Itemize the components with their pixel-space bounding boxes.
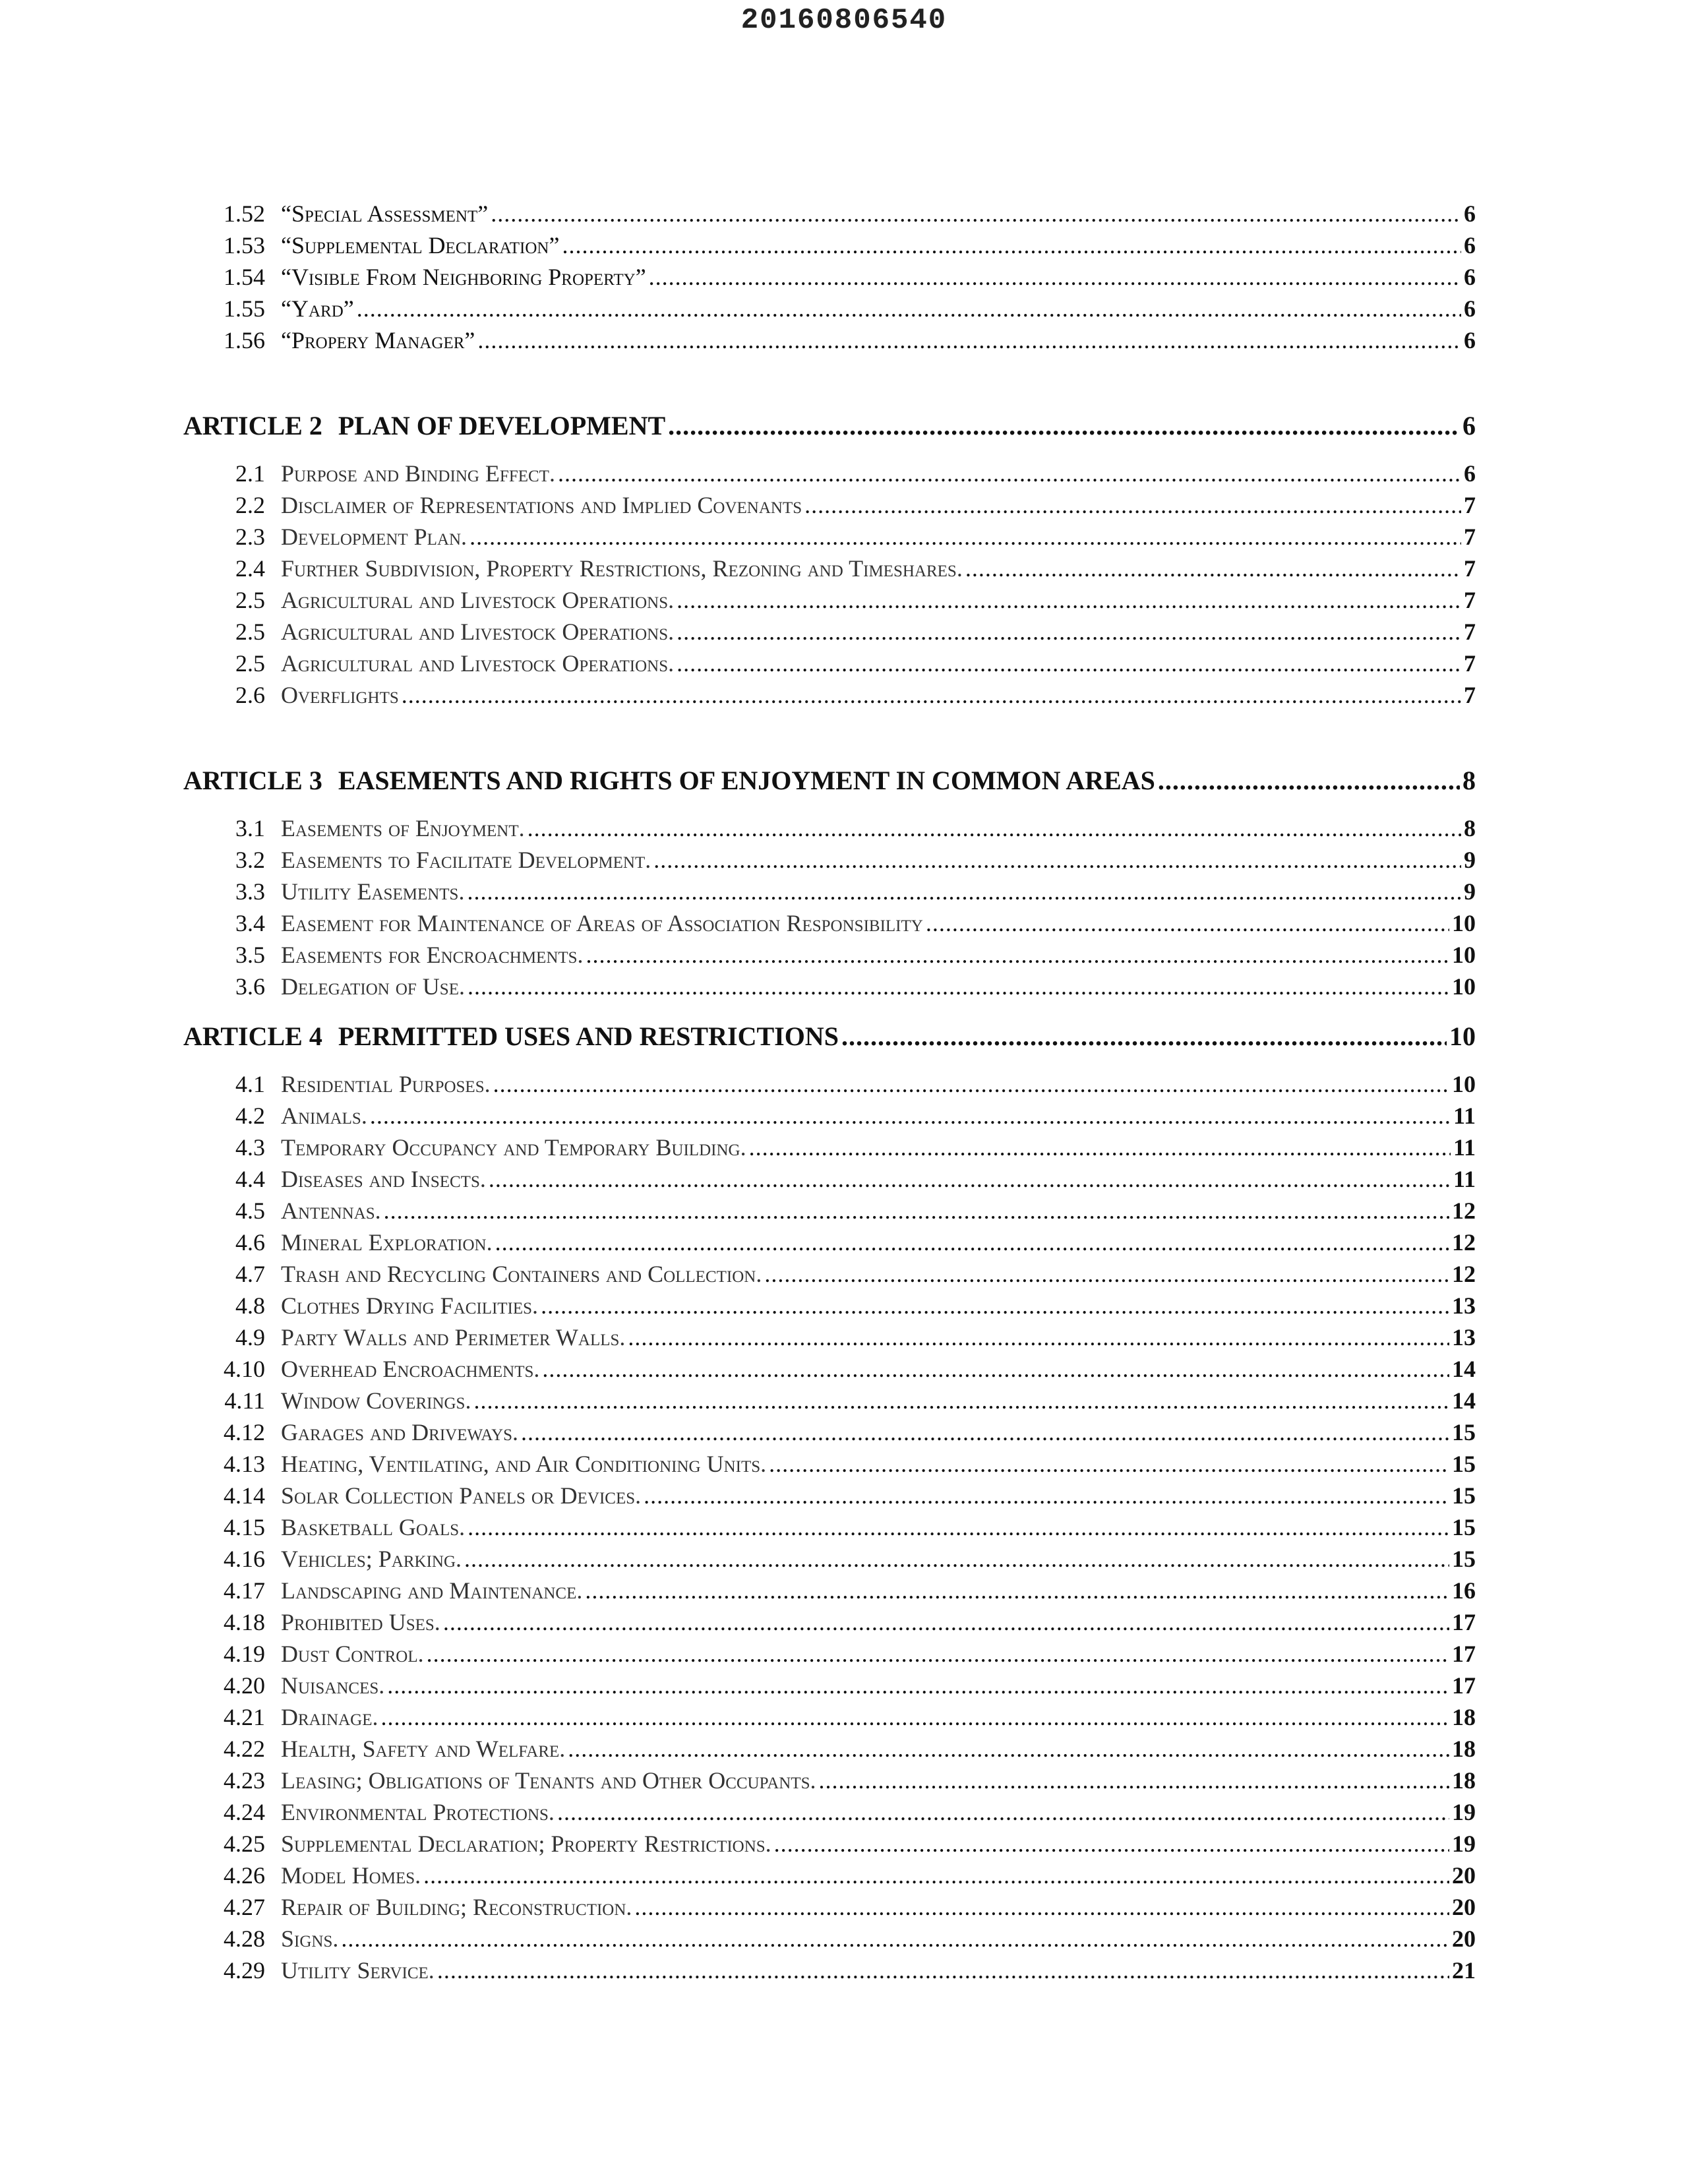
entry-number: 1.56: [224, 327, 265, 353]
entry-number: 4.22: [224, 1736, 265, 1762]
article-heading[interactable]: [183, 762, 1476, 799]
toc-entry[interactable]: [183, 293, 1476, 324]
entry-title: Window Coverings.: [281, 1387, 471, 1414]
spacer: [183, 356, 1476, 408]
toc-entry[interactable]: [183, 1163, 1476, 1195]
dot-leader: [841, 1018, 1447, 1055]
dot-leader: [677, 648, 1461, 679]
entry-page-number: 21: [1452, 1957, 1476, 1984]
toc-entry[interactable]: [183, 1258, 1476, 1290]
entry-number: 4.20: [224, 1672, 265, 1699]
entry-number: 4.23: [224, 1767, 265, 1794]
entry-title: “Special Assessment”: [281, 200, 489, 227]
entry-title: Overflights: [281, 682, 399, 708]
entry-title: Heating, Ventilating, and Air Conditioning Units.: [281, 1451, 767, 1477]
entry-page-number: 7: [1464, 492, 1476, 518]
toc-entry[interactable]: [183, 324, 1476, 356]
toc-entry[interactable]: [183, 1132, 1476, 1163]
dot-leader: [586, 939, 1449, 971]
entry-number: 4.19: [224, 1641, 265, 1667]
entry-title: Residential Purposes.: [281, 1071, 491, 1097]
dot-leader: [402, 679, 1461, 711]
toc-entry[interactable]: [183, 458, 1476, 489]
entry-page-number: 15: [1452, 1419, 1476, 1445]
entry-page-number: 16: [1452, 1577, 1476, 1604]
toc-entry[interactable]: [183, 616, 1476, 648]
entry-page-number: 6: [1464, 200, 1476, 227]
entry-title: Easement for Maintenance of Areas of Association Responsibility: [281, 910, 923, 936]
dot-leader: [521, 1416, 1449, 1448]
entry-title: Solar Collection Panels or Devices.: [281, 1482, 642, 1509]
dot-leader: [562, 229, 1461, 261]
entry-page-number: 19: [1452, 1831, 1476, 1857]
article-label: ARTICLE 4: [183, 1021, 322, 1051]
spacer: [183, 711, 1476, 762]
entry-number: 4.4: [235, 1166, 265, 1192]
toc-entry[interactable]: [183, 1765, 1476, 1796]
entry-number: 4.21: [224, 1704, 265, 1730]
entry-title: Basketball Goals.: [281, 1514, 466, 1540]
entry-title: Drainage.: [281, 1704, 378, 1730]
entry-page-number: 11: [1453, 1103, 1476, 1129]
entry-title: Disclaimer of Representations and Implied Covenants: [281, 492, 802, 518]
toc-entry[interactable]: [183, 1227, 1476, 1258]
entry-page-number: 6: [1464, 460, 1476, 487]
entry-page-number: 7: [1464, 682, 1476, 708]
entry-page-number: 14: [1452, 1387, 1476, 1414]
article-heading[interactable]: [183, 1018, 1476, 1055]
toc-entry[interactable]: [183, 1543, 1476, 1575]
entry-page-number: 12: [1452, 1198, 1476, 1224]
toc-entry[interactable]: [183, 1955, 1476, 1986]
toc-entry[interactable]: [183, 1195, 1476, 1227]
entry-title: Garages and Driveways.: [281, 1419, 519, 1445]
toc-entry[interactable]: [183, 679, 1476, 711]
dot-leader: [443, 1606, 1449, 1638]
article-label: ARTICLE 2: [183, 411, 322, 440]
article-4-section: [183, 1018, 1476, 1986]
document-number: 20160806540: [740, 4, 948, 37]
article-2-section: [183, 408, 1476, 711]
dot-leader: [764, 1258, 1449, 1290]
entry-title: Party Walls and Perimeter Walls.: [281, 1324, 626, 1350]
dot-leader: [557, 1796, 1449, 1828]
entry-number: 4.13: [224, 1451, 265, 1477]
toc-entry[interactable]: [183, 1638, 1476, 1670]
spacer: [183, 444, 1476, 458]
entry-title: Health, Safety and Welfare.: [281, 1736, 566, 1762]
entry-title: Further Subdivision, Property Restrictions, Rezoning and Timeshares.: [281, 555, 963, 582]
dot-leader: [677, 616, 1461, 648]
toc-entry[interactable]: [183, 1575, 1476, 1606]
entry-number: 4.3: [235, 1134, 265, 1161]
dot-leader: [469, 521, 1461, 553]
entry-number: 4.5: [235, 1198, 265, 1224]
entry-page-number: 10: [1452, 1071, 1476, 1097]
entry-number: 1.54: [224, 264, 265, 290]
entry-number: 4.10: [224, 1356, 265, 1382]
toc-entry[interactable]: [183, 1860, 1476, 1891]
entry-number: 4.17: [224, 1577, 265, 1604]
dot-leader: [558, 458, 1461, 489]
entry-title: Repair of Building; Reconstruction.: [281, 1894, 632, 1920]
entry-page-number: 11: [1453, 1166, 1476, 1192]
toc-entry[interactable]: [183, 1606, 1476, 1638]
entry-page-number: 7: [1464, 587, 1476, 613]
entry-page-number: 20: [1452, 1894, 1476, 1920]
entry-title: “Yard”: [281, 295, 354, 322]
entry-page-number: 18: [1452, 1767, 1476, 1794]
entry-page-number: 15: [1452, 1514, 1476, 1540]
entry-page-number: 20: [1452, 1862, 1476, 1889]
entry-title: Prohibited Uses.: [281, 1609, 440, 1635]
entry-number: 4.24: [224, 1799, 265, 1825]
entry-number: 4.25: [224, 1831, 265, 1857]
entry-number: 2.5: [235, 619, 265, 645]
entry-number: 3.3: [235, 878, 265, 905]
entry-number: 4.15: [224, 1514, 265, 1540]
dot-leader: [464, 1543, 1449, 1575]
dot-leader: [653, 844, 1461, 876]
entry-number: 2.6: [235, 682, 265, 708]
toc-entry[interactable]: [183, 198, 1476, 229]
spacer: [183, 1002, 1476, 1018]
dot-leader: [644, 1480, 1449, 1511]
toc-entry[interactable]: [183, 812, 1476, 844]
entry-page-number: 14: [1452, 1356, 1476, 1382]
toc-entry[interactable]: [183, 1290, 1476, 1321]
entry-title: Overhead Encroachments.: [281, 1356, 540, 1382]
entry-title: Easements for Encroachments.: [281, 942, 584, 968]
toc-entry[interactable]: [183, 1353, 1476, 1385]
entry-number: 4.9: [235, 1324, 265, 1350]
entry-page-number: 12: [1452, 1229, 1476, 1256]
dot-leader: [357, 293, 1461, 324]
toc-entry[interactable]: [183, 907, 1476, 939]
toc-entry[interactable]: [183, 1796, 1476, 1828]
toc-entry[interactable]: [183, 844, 1476, 876]
toc-entry[interactable]: [183, 1923, 1476, 1955]
article-3-section: [183, 762, 1476, 1002]
entry-page-number: 13: [1452, 1292, 1476, 1319]
dot-leader: [585, 1575, 1449, 1606]
dot-leader: [387, 1670, 1449, 1701]
entry-title: Antennas.: [281, 1198, 381, 1224]
entry-title: Delegation of Use.: [281, 973, 465, 1000]
entry-title: Leasing; Obligations of Tenants and Other Occupants.: [281, 1767, 816, 1794]
entry-title: Easements to Facilitate Development.: [281, 847, 651, 873]
entry-page-number: 10: [1452, 973, 1476, 1000]
entry-title: “Visible From Neighboring Property”: [281, 264, 646, 290]
spacer: [183, 1055, 1476, 1068]
entry-page-number: 20: [1452, 1926, 1476, 1952]
entry-page-number: 15: [1452, 1451, 1476, 1477]
entry-page-number: 6: [1464, 264, 1476, 290]
entry-page-number: 9: [1464, 847, 1476, 873]
entry-page-number: 18: [1452, 1704, 1476, 1730]
entry-title: Dust Control.: [281, 1641, 424, 1667]
entry-number: 1.55: [224, 295, 265, 322]
entry-page-number: 8: [1464, 815, 1476, 841]
dot-leader: [370, 1100, 1451, 1132]
dot-leader: [649, 261, 1461, 293]
dot-leader: [774, 1828, 1449, 1860]
dot-leader: [749, 1132, 1451, 1163]
entry-title: Animals.: [281, 1103, 367, 1129]
entry-title: “Propery Manager”: [281, 327, 475, 353]
entry-number: 1.53: [224, 232, 265, 258]
entry-title: “Supplemental Declaration”: [281, 232, 560, 258]
entry-number: 2.1: [235, 460, 265, 487]
toc-entry[interactable]: [183, 261, 1476, 293]
dot-leader: [769, 1448, 1449, 1480]
entry-number: 4.14: [224, 1482, 265, 1509]
dot-leader: [491, 198, 1461, 229]
entry-title: Environmental Protections.: [281, 1799, 555, 1825]
entry-number: 4.12: [224, 1419, 265, 1445]
dot-leader: [467, 971, 1449, 1002]
toc-entry[interactable]: [183, 876, 1476, 907]
spacer: [183, 799, 1476, 812]
entry-number: 3.4: [235, 910, 265, 936]
entry-title: Purpose and Binding Effect.: [281, 460, 555, 487]
entry-page-number: 15: [1452, 1546, 1476, 1572]
toc-entry[interactable]: [183, 1416, 1476, 1448]
entry-title: Trash and Recycling Containers and Collection.: [281, 1261, 762, 1287]
entry-number: 4.28: [224, 1926, 265, 1952]
entry-page-number: 10: [1452, 910, 1476, 936]
entry-number: 4.16: [224, 1546, 265, 1572]
entry-title: Diseases and Insects.: [281, 1166, 486, 1192]
dot-leader: [568, 1733, 1449, 1765]
entry-page-number: 13: [1452, 1324, 1476, 1350]
entry-page-number: 7: [1464, 619, 1476, 645]
dot-leader: [384, 1195, 1449, 1227]
entry-page-number: 11: [1453, 1134, 1476, 1161]
dot-leader: [1158, 762, 1460, 799]
dot-leader: [493, 1068, 1449, 1100]
toc-entry[interactable]: [183, 1511, 1476, 1543]
entry-number: 4.6: [235, 1229, 265, 1256]
dot-leader: [677, 584, 1461, 616]
entry-title: Clothes Drying Facilities.: [281, 1292, 539, 1319]
entry-number: 2.5: [235, 650, 265, 677]
entry-number: 2.2: [235, 492, 265, 518]
entry-number: 4.29: [224, 1957, 265, 1984]
article-page-number: 10: [1449, 1021, 1476, 1051]
dot-leader: [668, 408, 1460, 444]
dot-leader: [495, 1227, 1449, 1258]
dot-leader: [542, 1353, 1449, 1385]
article-page-number: 6: [1462, 411, 1476, 440]
entry-page-number: 17: [1452, 1641, 1476, 1667]
entry-number: 3.2: [235, 847, 265, 873]
entry-number: 3.5: [235, 942, 265, 968]
dot-leader: [427, 1638, 1449, 1670]
entry-number: 2.4: [235, 555, 265, 582]
entry-number: 3.6: [235, 973, 265, 1000]
entry-title: Landscaping and Maintenance.: [281, 1577, 583, 1604]
entry-title: Vehicles; Parking.: [281, 1546, 462, 1572]
entry-number: 4.27: [224, 1894, 265, 1920]
entry-number: 4.2: [235, 1103, 265, 1129]
entry-title: Nuisances.: [281, 1672, 385, 1699]
toc-entry[interactable]: [183, 1670, 1476, 1701]
entry-page-number: 7: [1464, 650, 1476, 677]
entry-page-number: 12: [1452, 1261, 1476, 1287]
dot-leader: [341, 1923, 1449, 1955]
entry-number: 2.5: [235, 587, 265, 613]
dot-leader: [489, 1163, 1451, 1195]
article-label: ARTICLE 3: [183, 766, 322, 795]
article-page-number: 8: [1462, 766, 1476, 795]
entry-title: Signs.: [281, 1926, 339, 1952]
entry-number: 4.18: [224, 1609, 265, 1635]
toc-entry[interactable]: [183, 1448, 1476, 1480]
entry-title: Agricultural and Livestock Operations.: [281, 619, 675, 645]
entry-page-number: 6: [1464, 295, 1476, 322]
entry-title: Utility Service.: [281, 1957, 435, 1984]
entry-title: Development Plan.: [281, 524, 467, 550]
toc-entry[interactable]: [183, 1100, 1476, 1132]
entry-title: Temporary Occupancy and Temporary Building.: [281, 1134, 746, 1161]
entry-page-number: 15: [1452, 1482, 1476, 1509]
dot-leader: [467, 1511, 1449, 1543]
entry-title: Easements of Enjoyment.: [281, 815, 525, 841]
toc-entry[interactable]: [183, 489, 1476, 521]
entry-page-number: 19: [1452, 1799, 1476, 1825]
entry-number: 2.3: [235, 524, 265, 550]
dot-leader: [477, 324, 1461, 356]
article-title: PLAN OF DEVELOPMENT: [338, 411, 666, 440]
entry-page-number: 17: [1452, 1672, 1476, 1699]
entry-page-number: 10: [1452, 942, 1476, 968]
entry-title: Supplemental Declaration; Property Restrictions.: [281, 1831, 771, 1857]
toc-entry[interactable]: [183, 1321, 1476, 1353]
entry-title: Utility Easements.: [281, 878, 465, 905]
table-of-contents: [183, 198, 1476, 1986]
toc-entry[interactable]: [183, 971, 1476, 1002]
toc-entry[interactable]: [183, 521, 1476, 553]
article-title: EASEMENTS AND RIGHTS OF ENJOYMENT IN COMMON AREAS: [338, 766, 1155, 795]
entry-page-number: 7: [1464, 555, 1476, 582]
toc-entry[interactable]: [183, 1701, 1476, 1733]
dot-leader: [437, 1955, 1449, 1986]
article-title: PERMITTED USES AND RESTRICTIONS: [338, 1021, 839, 1051]
toc-entry[interactable]: [183, 939, 1476, 971]
entry-number: 3.1: [235, 815, 265, 841]
entry-page-number: 18: [1452, 1736, 1476, 1762]
dot-leader: [381, 1701, 1450, 1733]
entry-page-number: 9: [1464, 878, 1476, 905]
toc-entry[interactable]: [183, 553, 1476, 584]
toc-entry[interactable]: [183, 648, 1476, 679]
toc-entry[interactable]: [183, 584, 1476, 616]
entry-page-number: 7: [1464, 524, 1476, 550]
entry-title: Mineral Exploration.: [281, 1229, 493, 1256]
toc-entry[interactable]: [183, 1385, 1476, 1416]
dot-leader: [965, 553, 1461, 584]
toc-entry[interactable]: [183, 1480, 1476, 1511]
entry-page-number: 17: [1452, 1609, 1476, 1635]
entry-number: 1.52: [224, 200, 265, 227]
dot-leader: [628, 1321, 1449, 1353]
dot-leader: [528, 812, 1461, 844]
dot-leader: [634, 1891, 1449, 1923]
entry-number: 4.11: [224, 1387, 265, 1414]
dot-leader: [473, 1385, 1449, 1416]
dot-leader: [467, 876, 1461, 907]
dot-leader: [423, 1860, 1449, 1891]
entry-page-number: 6: [1464, 232, 1476, 258]
toc-entry[interactable]: [183, 1891, 1476, 1923]
entry-number: 4.1: [235, 1071, 265, 1097]
article-heading[interactable]: [183, 408, 1476, 444]
dot-leader: [804, 489, 1461, 521]
entry-title: Agricultural and Livestock Operations.: [281, 587, 675, 613]
entry-title: Model Homes.: [281, 1862, 421, 1889]
toc-entry[interactable]: [183, 1068, 1476, 1100]
dot-leader: [926, 907, 1449, 939]
entry-number: 4.7: [235, 1261, 265, 1287]
entry-number: 4.8: [235, 1292, 265, 1319]
toc-entry[interactable]: [183, 1733, 1476, 1765]
dot-leader: [819, 1765, 1449, 1796]
dot-leader: [541, 1290, 1449, 1321]
entry-page-number: 6: [1464, 327, 1476, 353]
entry-title: Agricultural and Livestock Operations.: [281, 650, 675, 677]
toc-entry[interactable]: [183, 229, 1476, 261]
entry-number: 4.26: [224, 1862, 265, 1889]
definitions-group: [183, 198, 1476, 356]
toc-entry[interactable]: [183, 1828, 1476, 1860]
